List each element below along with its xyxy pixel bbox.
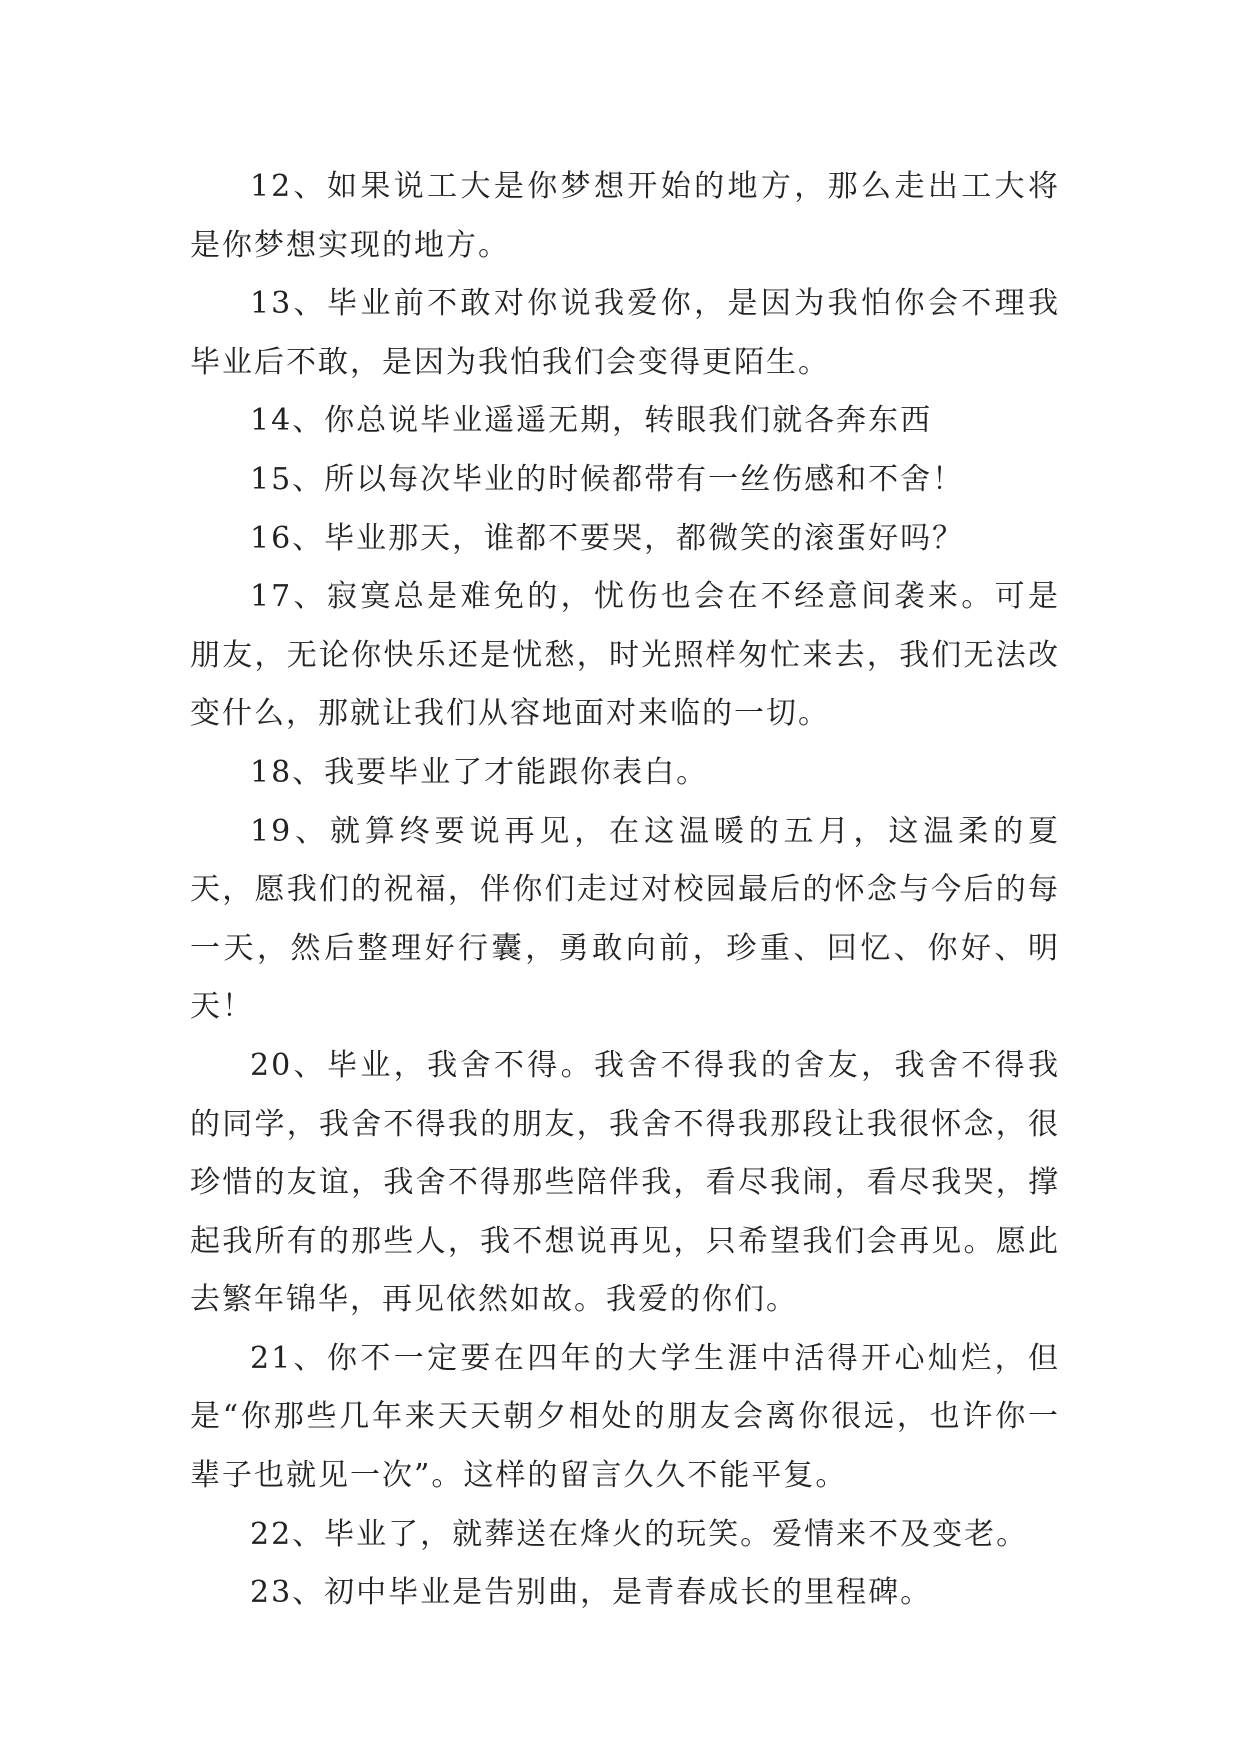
paragraph-15: 15、所以每次毕业的时候都带有一丝伤感和不舍！ bbox=[250, 461, 965, 497]
paragraph-17: 17、寂寞总是难免的，忧伤也会在不经意间袭来。可是朋友，无论你快乐还是忧愁，时光照样匆忙来去，我们无法改变什么，那就让我们从容地面对来临的一切。 bbox=[190, 579, 1060, 732]
paragraph-19: 19、就算终要说再见，在这温暖的五月，这温柔的夏天，愿我们的祝福，伴你们走过对校园最后的怀念与今后的每一天，然后整理好行囊，勇敢向前，珍重、回忆、你好、明天！ bbox=[190, 813, 1060, 1025]
paragraph-18: 18、我要毕业了才能跟你表白。 bbox=[250, 754, 709, 790]
paragraph-14: 14、你总说毕业遥遥无期，转眼我们就各奔东西 bbox=[250, 403, 933, 439]
paragraph-23: 23、初中毕业是告别曲，是青春成长的里程碑。 bbox=[250, 1575, 933, 1611]
paragraph-22: 22、毕业了，就葬送在烽火的玩笑。爱情来不及变老。 bbox=[250, 1516, 1029, 1552]
paragraph-16: 16、毕业那天，谁都不要哭，都微笑的滚蛋好吗？ bbox=[250, 520, 965, 556]
paragraph-21: 21、你不一定要在四年的大学生涯中活得开心灿烂，但是“你那些几年来天天朝夕相处的朋友会离你很远，也许你一辈子也就见一次”。这样的留言久久不能平复。 bbox=[190, 1340, 1060, 1494]
paragraph-12: 12、如果说工大是你梦想开始的地方，那么走出工大将是你梦想实现的地方。 bbox=[190, 169, 1060, 263]
paragraph-13: 13、毕业前不敢对你说我爱你，是因为我怕你会不理我毕业后不敢，是因为我怕我们会变得更陌生。 bbox=[190, 286, 1060, 380]
document-body bbox=[190, 158, 1060, 1623]
paragraph-20: 20、毕业，我舍不得。我舍不得我的舍友，我舍不得我的同学，我舍不得我的朋友，我舍不得我那段让我很怀念，很珍惜的友谊，我舍不得那些陪伴我，看尽我闹，看尽我哭，撑起我所有的那些人，我不想说再见，只希望我们会再见。愿此去繁年锦华，再见依然如故。我爱的你们。 bbox=[190, 1047, 1060, 1318]
